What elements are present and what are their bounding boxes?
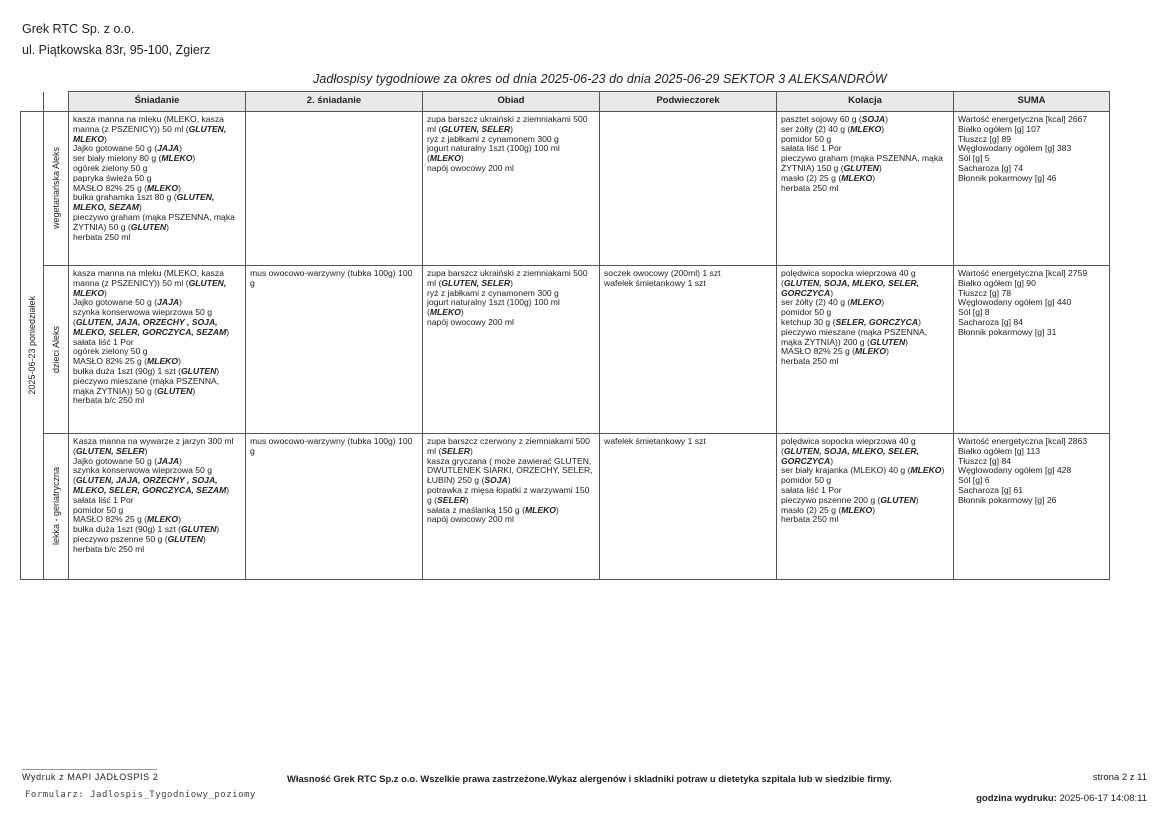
meal-item [604, 279, 772, 289]
meal-text: ) [104, 287, 107, 298]
allergen-text: GLUTEN, SOJA, MLEKO, SELER, GORCZYCA [781, 277, 919, 298]
meal-text: pieczywo graham (mąka PSZENNA, mąka ŻYTNIA) 150 g ( [781, 153, 943, 173]
meal-text: zupa barszcz czerwony z ziemniakami 500 ml ( [427, 436, 590, 456]
allergen-text: GLUTEN, JAJA, ORZECHY , SOJA, MLEKO, SELER, GORCZYCA, SEZAM [73, 316, 227, 337]
allergen-text: MLEKO [841, 172, 873, 183]
allergen-text: JAJA [157, 297, 180, 308]
meal-text: zupa barszcz ukraiński z ziemniakami 500 ml ( [427, 114, 588, 134]
meal-item [73, 377, 241, 397]
meal-text: ) [178, 356, 181, 367]
meal-item [781, 357, 949, 367]
meal-cell [954, 112, 1110, 266]
allergen-text: JAJA [157, 143, 180, 154]
meal-text: pomidor 50 g [781, 133, 832, 144]
meal-text: pieczywo pszenne 200 g ( [781, 494, 881, 505]
column-header-podwieczorek: Podwieczorek [600, 92, 777, 112]
meal-text: ) [555, 504, 559, 515]
meal-text: ) [178, 182, 181, 193]
meal-item [427, 515, 595, 525]
meal-text: pomidor 50 g [73, 504, 124, 515]
meal-text: Jajko gotowane 50 g ( [73, 297, 158, 308]
meal-cell [954, 434, 1110, 580]
meal-item [427, 437, 595, 457]
allergen-text: GLUTEN, SOJA, MLEKO, SELER, GORCZYCA [781, 445, 919, 466]
page-title: Jadłospisy tygodniowe za okres od dnia 2025-06-23 do dnia 2025-06-29 SEKTOR 3 ALEKSANDRÓW [313, 72, 887, 86]
meal-text: MASŁO 82% 25 g ( [73, 182, 148, 193]
diet-label: lekka - geriatryczna [50, 467, 61, 546]
meal-item [958, 328, 1105, 338]
meal-item [73, 115, 241, 144]
meal-text: kasza manna na mleku (MLEKO, kasza manna (z PSZENICY)) 50 ml ( [73, 114, 224, 134]
meal-text: sałata liść 1 Por [73, 494, 134, 505]
allergen-text: JAJA [157, 455, 180, 466]
meal-item [427, 486, 595, 506]
meal-text: ser biały mielony 80 g ( [73, 153, 162, 164]
meal-text: ogórek zielony 50 g [73, 346, 148, 357]
meal-text: sałata liść 1 Por [73, 336, 134, 347]
meal-text: ) [465, 494, 469, 505]
meal-text: Błonnik pokarmowy [g] 46 [958, 172, 1057, 183]
diet-cell [44, 266, 69, 434]
meal-text: ) [216, 524, 220, 535]
meal-cell [246, 112, 423, 266]
meal-text: Jajko gotowane 50 g ( [73, 143, 158, 154]
meal-text: sałata liść 1 Por [781, 143, 842, 154]
meal-text: bułka duża 1szt (90g) 1 szt ( [73, 524, 181, 535]
allergen-text: MLEKO [841, 504, 873, 515]
meal-text: ) [885, 114, 889, 124]
meal-text: Tłuszcz [g] 78 [958, 287, 1012, 298]
meal-item [73, 545, 241, 555]
diet-row [21, 112, 1110, 266]
meal-text: ) [905, 336, 909, 347]
meal-cell [246, 434, 423, 580]
meal-text: ) [507, 475, 511, 486]
meal-item [73, 213, 241, 233]
column-header-obiad: Obiad [423, 92, 600, 112]
meal-text: ) [226, 484, 230, 495]
meal-text: pomidor 50 g [781, 475, 832, 486]
meal-item [250, 269, 418, 289]
allergen-text: GLUTEN [180, 365, 217, 376]
meal-text: ) [878, 162, 882, 173]
allergen-text: SELER [437, 494, 466, 505]
meal-text: ) [216, 365, 220, 376]
meal-text: ) [144, 445, 148, 456]
meal-text: ) [226, 326, 230, 337]
meal-cell [69, 112, 246, 266]
meal-text: ryż z jabłkami z cynamonem 300 g [427, 287, 559, 298]
meal-text: MASŁO 82% 25 g ( [781, 346, 856, 357]
meal-text: Błonnik pokarmowy [g] 31 [958, 326, 1057, 337]
meal-text: pieczywo mieszane (mąka PSZENNA, mąka ŻYTNIA)) 200 g ( [781, 326, 928, 347]
meal-cell [777, 266, 954, 434]
allergen-text: SOJA [861, 114, 886, 124]
allergen-text: GLUTEN, SELER [75, 445, 145, 456]
meal-text: mus owocowo-warzywny (tubka 100g) 100 g [250, 436, 413, 456]
meal-text: pieczywo pszenne 50 g ( [73, 533, 168, 544]
allergen-text: MLEKO [850, 297, 882, 308]
allergen-text: GLUTEN, SELER [441, 277, 511, 288]
meal-text: ) [179, 297, 182, 308]
meal-text: napój owocowy 200 ml [427, 514, 514, 525]
footer-page-number: strona 2 z 11 [1092, 772, 1147, 783]
meal-text: herbata 250 ml [73, 231, 131, 242]
allergen-text: MLEKO [524, 504, 556, 515]
meal-text: Tłuszcz [g] 89 [958, 133, 1012, 144]
meal-text: herbata b/c 250 ml [73, 395, 145, 406]
allergen-text: GLUTEN [180, 524, 217, 535]
meal-item [73, 437, 241, 457]
company-name: Grek RTC Sp. z o.o. [22, 22, 135, 36]
meal-item [250, 437, 418, 457]
meal-item [781, 154, 949, 174]
meal-text: ) [202, 533, 206, 544]
footer-divider [22, 769, 157, 770]
meal-item [73, 269, 241, 298]
meal-cell [423, 434, 600, 580]
meal-text: ) [881, 123, 885, 134]
meal-text: ser biały krajanka (MLEKO) 40 g ( [781, 465, 911, 476]
meal-cell [777, 434, 954, 580]
meal-text: Wartość energetyczna [kcal] 2667 [958, 114, 1088, 124]
meal-text: ) [166, 221, 169, 232]
date-label: 2025-06-23 poniedziałek [26, 296, 37, 395]
diet-label: dzieci Aleks [50, 325, 61, 374]
meal-text: herbata b/c 250 ml [73, 543, 145, 554]
column-header-2-sniadanie: 2. śniadanie [246, 92, 423, 112]
meal-text: MASŁO 82% 25 g ( [73, 514, 148, 525]
meal-text: Sól [g] 6 [958, 475, 990, 486]
header-row [21, 92, 1110, 112]
column-header-sniadanie: Śniadanie [69, 92, 246, 112]
meal-item [781, 515, 949, 525]
meal-text: ) [179, 455, 182, 466]
allergen-text: SELER [441, 445, 470, 456]
diet-cell [44, 434, 69, 580]
meal-text: Jajko gotowane 50 g ( [73, 455, 158, 466]
allergen-text: GLUTEN [167, 533, 203, 544]
meal-text: wafelek śmietankowy 1 szt [604, 436, 706, 446]
meal-text: ) [138, 202, 142, 213]
meal-text: papryka świeża 50 g [73, 172, 152, 183]
allergen-text: GLUTEN, SELER [441, 123, 511, 134]
allergen-text: MLEKO [855, 346, 887, 357]
meal-text: Węglowodany ogółem [g] 383 [958, 143, 1072, 154]
meal-item [958, 496, 1105, 506]
meal-text: ) [104, 133, 107, 144]
meal-text: herbata 250 ml [781, 182, 839, 193]
meal-text: sałata liść 1 Por [781, 484, 842, 495]
meal-cell [69, 266, 246, 434]
meal-text: jogurt naturalny 1szt (100g) 100 ml ( [427, 143, 560, 164]
company-address: ul. Piątkowska 83r, 95-100, Zgierz [22, 43, 211, 57]
meal-text: soczek owocowy (200ml) 1 szt [604, 268, 721, 278]
meal-cell [777, 112, 954, 266]
meal-text: ) [179, 143, 182, 154]
meal-item [781, 328, 949, 348]
meal-cell [954, 266, 1110, 434]
meal-text: kasza gryczana ( może zawierać GLUTEN, DWUTLENEK SIARKI, ORZECHY, SELER, ŁUBIN) 250 g ( [427, 455, 593, 486]
allergen-text: MLEKO [161, 153, 193, 164]
meal-text: ser żółty (2) 40 g ( [781, 297, 851, 308]
meal-text: ) [469, 445, 473, 456]
meal-text: sałata z maślanką 150 g ( [427, 504, 525, 515]
meal-text: bułka grahamka 1szt 80 g ( [73, 192, 177, 203]
allergen-text: GLUTEN [130, 221, 167, 232]
allergen-text: MLEKO [147, 356, 179, 367]
meal-item [427, 298, 595, 318]
allergen-text: GLUTEN [157, 385, 193, 396]
diet-row [21, 434, 1110, 580]
meal-item [73, 308, 241, 337]
diet-label: wegetariańska Aleks [50, 147, 61, 230]
meal-text: bułka duża 1szt (90g) 1 szt ( [73, 365, 181, 376]
meal-text: ) [872, 504, 876, 515]
meal-text: Białko ogółem [g] 90 [958, 277, 1036, 288]
print-time-value: 2025-06-17 14:08:11 [1059, 793, 1147, 804]
allergen-text: GLUTEN, JAJA, ORZECHY , SOJA, MLEKO, SELER, GORCZYCA, SEZAM [73, 475, 227, 495]
meal-item [427, 164, 595, 174]
date-cell [21, 112, 44, 580]
allergen-text: MLEKO [147, 514, 179, 525]
meal-text: ryż z jabłkami z cynamonem 300 g [427, 133, 559, 144]
meal-text: szynka konserwowa wieprzowa 50 g ( [73, 465, 212, 486]
meal-text: polędwica sopocka wieprzowa 40 g ( [781, 436, 916, 456]
meal-cell [423, 112, 600, 266]
meal-item [958, 174, 1105, 184]
meal-item [427, 115, 595, 135]
meal-cell [600, 434, 777, 580]
allergen-text: MLEKO [429, 307, 461, 318]
allergen-text: MLEKO [147, 182, 179, 193]
column-header-kolacja: Kolacja [777, 92, 954, 112]
meal-text: wafelek śmietankowy 1 szt [604, 277, 706, 288]
meal-text: MASŁO 82% 25 g ( [73, 356, 148, 367]
meal-text: Sacharoza [g] 61 [958, 484, 1023, 495]
meal-text: ) [872, 172, 876, 183]
meal-text: Wartość energetyczna [kcal] 2863 [958, 436, 1088, 446]
meal-text: ogórek zielony 50 g [73, 162, 148, 173]
meal-text: jogurt naturalny 1szt (100g) 100 ml ( [427, 297, 560, 318]
meal-text: ) [830, 455, 834, 466]
allergen-text: MLEKO [910, 465, 942, 476]
meal-text: mus owocowo-warzywny (tubka 100g) 100 g [250, 268, 413, 288]
meal-text: Tłuszcz [g] 84 [958, 455, 1012, 466]
meal-cell [69, 434, 246, 580]
meal-text: masło (2) 25 g ( [781, 504, 842, 515]
meal-text: pasztet sojowy 60 g ( [781, 114, 862, 124]
meal-item [781, 269, 949, 298]
meal-text: potrawka z mięsa łopatki z warzywami 150 g ( [427, 484, 590, 505]
allergen-text: MLEKO [429, 153, 461, 164]
meal-text: ser żółty (2) 40 g ( [781, 123, 851, 134]
meal-text: Sól [g] 5 [958, 153, 990, 164]
allergen-text: SELER, GORCZYCA [835, 316, 919, 327]
meal-text: napój owocowy 200 ml [427, 316, 514, 327]
meal-text: ) [192, 153, 196, 164]
print-time-label: godzina wydruku: [976, 793, 1057, 804]
meal-item [73, 396, 241, 406]
meal-text: pomidor 50 g [781, 307, 832, 318]
meal-text: Sacharoza [g] 74 [958, 162, 1023, 173]
meal-cell [246, 266, 423, 434]
meal-text: Białko ogółem [g] 107 [958, 123, 1041, 134]
meal-text: ) [886, 346, 889, 357]
meal-text: Kasza manna na wywarze z jarzyn 300 ml ( [73, 436, 234, 456]
allergen-text: MLEKO [850, 123, 882, 134]
meal-item [73, 233, 241, 243]
meal-text: polędwica sopocka wieprzowa 40 g ( [781, 268, 916, 288]
meal-text: Wartość energetyczna [kcal] 2759 [958, 268, 1088, 278]
meal-cell [423, 266, 600, 434]
meal-text: szynka konserwowa wieprzowa 50 g ( [73, 307, 212, 327]
allergen-text: SOJA [484, 475, 508, 486]
meal-text: Sacharoza [g] 84 [958, 316, 1023, 327]
meal-text: pieczywo mieszane (mąka PSZENNA, mąka ŻYTNIA)) 50 g ( [73, 375, 220, 396]
meal-text: Sól [g] 8 [958, 307, 990, 318]
diet-row [21, 266, 1110, 434]
meal-text: ) [941, 465, 945, 476]
allergen-text: GLUTEN, MLEKO [73, 277, 227, 298]
meal-item [73, 466, 241, 495]
allergen-text: GLUTEN [843, 162, 879, 173]
diet-cell [44, 112, 69, 266]
meal-text: Węglowodany ogółem [g] 428 [958, 465, 1072, 476]
meal-text: ) [510, 277, 513, 288]
meal-item [604, 437, 772, 447]
allergen-text: GLUTEN, MLEKO [73, 123, 227, 144]
meal-text: Błonnik pokarmowy [g] 26 [958, 494, 1057, 505]
meal-text: ketchup 30 g ( [781, 316, 836, 327]
meal-text: pieczywo graham (mąka PSZENNA, mąka ŻYTNIA) 50 g ( [73, 211, 235, 232]
meal-cell [600, 266, 777, 434]
allergen-text: GLUTEN [880, 494, 916, 505]
meal-text: ) [510, 123, 513, 134]
meal-text: Węglowodany ogółem [g] 440 [958, 297, 1072, 308]
meal-item [427, 318, 595, 328]
meal-text: ) [460, 153, 464, 164]
meal-text: herbata 250 ml [781, 514, 839, 525]
meal-text: ) [460, 307, 464, 318]
meal-item [781, 184, 949, 194]
menu-table [20, 91, 1110, 580]
meal-text: zupa barszcz ukraiński z ziemniakami 500 ml ( [427, 268, 588, 288]
footer-form: Formularz: Jadlospis_Tygodniowy_poziomy [25, 790, 256, 800]
footer-print-time [976, 793, 1147, 804]
meal-text: ) [830, 287, 834, 298]
meal-item [427, 457, 595, 486]
meal-text: ) [192, 385, 196, 396]
meal-text: masło (2) 25 g ( [781, 172, 842, 183]
meal-text: ) [178, 514, 181, 525]
footer-printout: Wydruk z MAPI JADŁOSPIS 2 [22, 772, 159, 782]
meal-item [427, 269, 595, 289]
column-header-suma: SUMA [954, 92, 1110, 112]
meal-text: ) [915, 494, 919, 505]
meal-cell [600, 112, 777, 266]
meal-text: Białko ogółem [g] 113 [958, 445, 1041, 456]
footer-ownership: Własność Grek RTC Sp.z o.o. Wszelkie prawa zastrzeżone.Wykaz alergenów i skladniki potraw u dietetyka szpitala lub w siedzibie firmy. [287, 773, 893, 784]
meal-item [781, 437, 949, 466]
meal-text: kasza manna na mleku (MLEKO, kasza manna (z PSZENICY)) 50 ml ( [73, 268, 224, 288]
meal-text: herbata 250 ml [781, 356, 839, 367]
meal-item [427, 144, 595, 164]
meal-text: ) [918, 316, 921, 327]
allergen-text: GLUTEN [869, 336, 906, 347]
meal-text: napój owocowy 200 ml [427, 162, 514, 173]
meal-item [73, 193, 241, 213]
allergen-text: GLUTEN, MLEKO, SEZAM [73, 192, 215, 213]
meal-text: ) [881, 297, 885, 308]
